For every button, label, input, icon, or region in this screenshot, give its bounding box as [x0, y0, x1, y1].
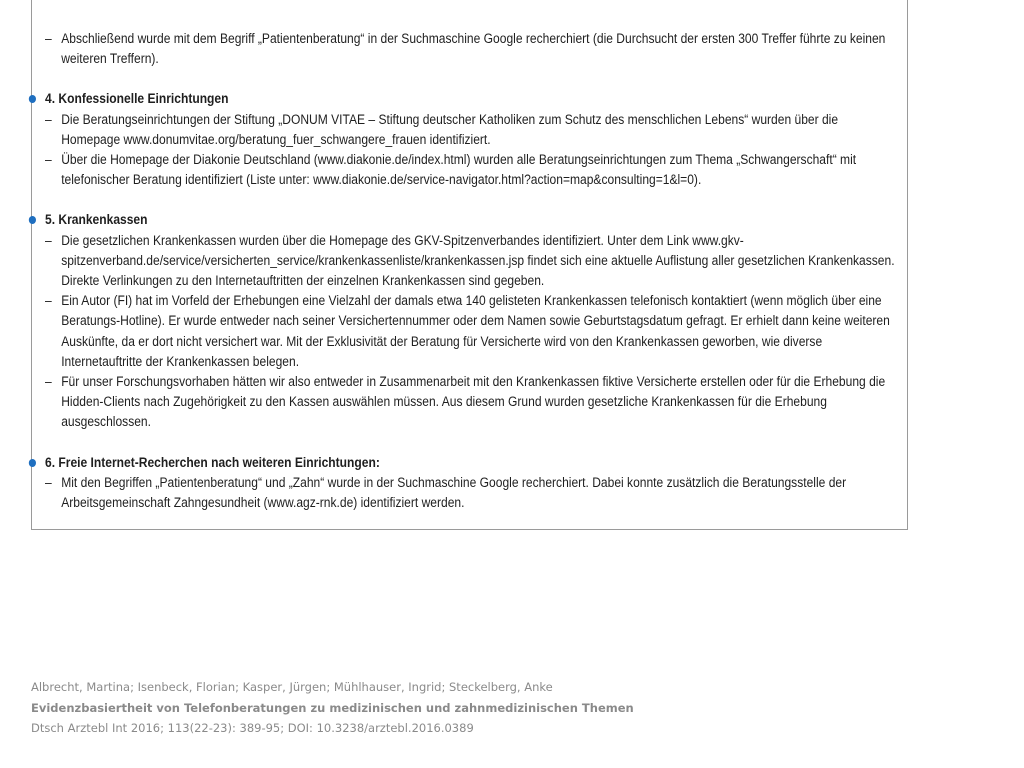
list-item [45, 110, 900, 150]
item-text: Für unser Forschungsvorhaben hätten wir also entweder in Zusammenarbeit mit den Krankenkassen fiktive Versicherte erstellen oder für die Erhebung die Hidden-Clients nach Zugehörigkeit zu den Kassen auswählen müssen. Aus diesem Grund wurden gesetzliche Krankenkassen für die Erhebung ausgeschlossen. [61, 374, 886, 430]
dash: – [45, 293, 52, 309]
item-text: Abschließend wurde mit dem Begriff „Patientenberatung“ in der Suchmaschine Google recherchiert (die Durchsucht der ersten 300 Treffer führte zu keinen weiteren Treffern). [61, 31, 886, 67]
section-heading-6: 6. Freie Internet-Recherchen nach weiteren Einrichtungen: [45, 453, 900, 473]
dash: – [45, 374, 52, 390]
footer-title: Evidenzbasiertheit von Telefonberatungen zu medizinischen und zahnmedizinischen Themen [31, 700, 634, 715]
bullet-icon [29, 459, 36, 467]
dash: – [45, 111, 52, 127]
footer-citation: Dtsch Arztebl Int 2016; 113(22-23): 389-95; DOI: 10.3238/arztebl.2016.0389 [31, 721, 474, 735]
list-item [45, 473, 900, 513]
item-text: Ein Autor (FI) hat im Vorfeld der Erhebungen eine Vielzahl der damals etwa 140 gelisteten Krankenkassen telefonisch kontaktiert (wenn möglich über eine Beratungs-Hotline). Er wurde entweder nach seiner Versichertennummer oder dem Namen sowie Geburtstagsdatum gefragt. Er erhielt dann keine weiteren Auskünfte, da er dort nicht versichert war. Mit der Exklusivität der Beratung für Versicherte wird von den Krankenkassen geworben, wie diverse Internetauftritte der Krankenkassen belegen. [61, 293, 890, 369]
citation-footer [31, 677, 634, 739]
footer-authors: Albrecht, Martina; Isenbeck, Florian; Kasper, Jürgen; Mühlhauser, Ingrid; Steckelberg, Anke [31, 680, 553, 694]
list-item [45, 372, 900, 433]
dash: – [45, 152, 52, 168]
dash: – [45, 31, 52, 46]
dash: – [45, 232, 52, 248]
list-item [45, 291, 900, 372]
dash: – [45, 474, 52, 490]
list-item [45, 231, 900, 292]
item-text: Über die Homepage der Diakonie Deutschland (www.diakonie.de/index.html) wurden alle Beratungseinrichtungen zum Thema „Schwangerschaft“ mit telefonischer Beratung identifiziert (Liste unter: www.diakonie.de/service-navigator.html?action=map&consulting=1&l=0). [61, 152, 857, 188]
item-text: Die gesetzlichen Krankenkassen wurden über die Homepage des GKV-Spitzenverbandes identifiziert. Unter dem Link www.gkv-spitzenverband.de/service/versicherten_service/krankenkassenliste/krankenkassen.jsp findet sich eine aktuelle Auflistung aller gesetzlichen Krankenkassen. Direkte Verlinkungen zu den Internetauftritten der einzelnen Krankenkassen sind gegeben. [61, 232, 895, 289]
list-item [45, 29, 900, 69]
section-heading-5: 5. Krankenkassen [45, 210, 900, 230]
figure-content [45, 29, 900, 513]
list-item [45, 150, 900, 190]
section-heading-4: 4. Konfessionelle Einrichtungen [45, 89, 900, 109]
item-text: Die Beratungseinrichtungen der Stiftung „DONUM VITAE – Stiftung deutscher Katholiken zum Schutz des menschlichen Lebens“ wurden über die Homepage www.donumvitae.org/beratung_fuer_schwangere_frauen identifiziert. [61, 111, 839, 147]
item-text: Mit den Begriffen „Patientenberatung“ und „Zahn“ wurde in der Suchmaschine Google recherchiert. Dabei konnte zusätzlich die Beratungsstelle der Arbeitsgemeinschaft Zahngesundheit (www.agz-rnk.de) identifiziert werden. [61, 474, 847, 511]
